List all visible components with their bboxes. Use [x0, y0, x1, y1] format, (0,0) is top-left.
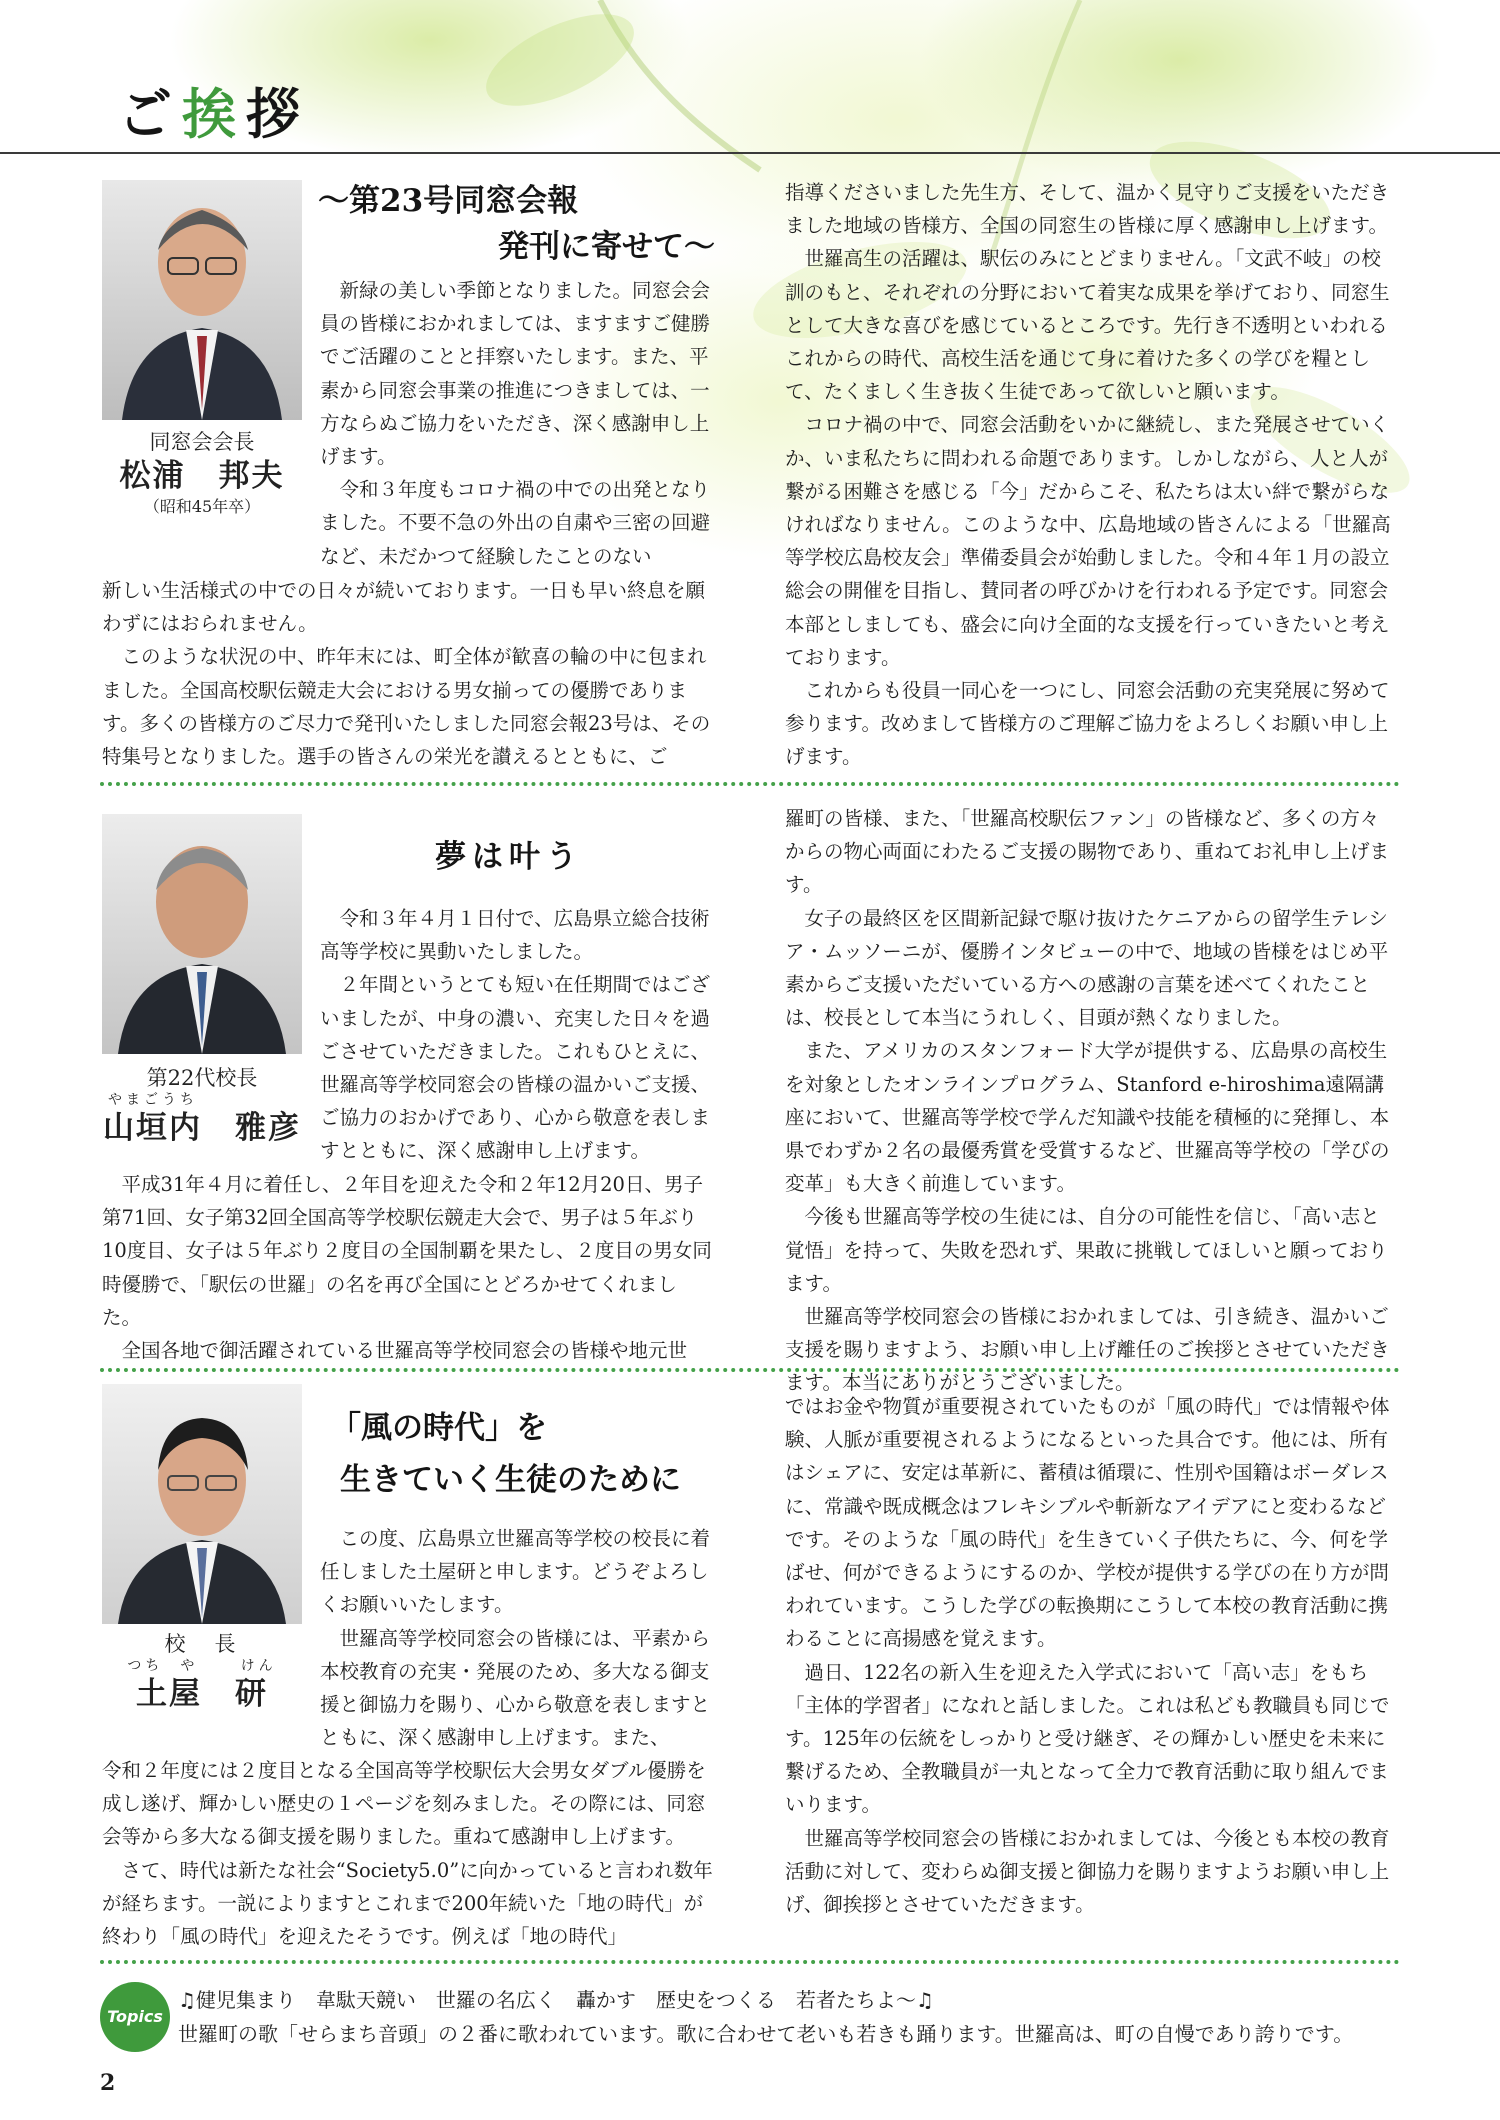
article-1-right-column: [785, 176, 1397, 774]
ruby-ken: けん: [240, 1658, 277, 1674]
header-rule: [0, 152, 1500, 154]
paragraph: 世羅高等学校同窓会の皆様におかれましては、今後とも本校の教育活動に対して、変わらぬ御支援と御協力を賜りますようお願い申し上げ、御挨拶とさせていただきます。: [785, 1826, 1390, 1917]
article-title-1-line1: 〜第23号同窓会報: [318, 183, 579, 219]
paragraph: ２年間というとても短い在任期間ではございましたが、中身の濃い、充実した日々を過ごさせていただきました。これもひとえに、世羅高等学校同窓会の皆様の温かいご支援、ご協力のおかげであり、心から敬意を表しますとともに、深く感謝申し上げます。: [320, 973, 711, 1163]
article-3-narrow-text: [320, 1522, 715, 1754]
article-2-right-column: [785, 802, 1397, 1400]
article-3-wide-text: [102, 1754, 715, 1953]
title-char-3: 拶: [246, 82, 310, 146]
person-name: 山垣内 雅彦: [103, 1110, 301, 1146]
paragraph: 女子の最終区を区間新記録で駆け抜けたケニアからの留学生テレシア・ムッソーニが、優勝インタビューの中で、地域の皆様をはじめ平素からご支援いただいている方への感謝の言葉を述べてくれたことは、校長として本当にうれしく、目頭が熱くなりました。: [785, 906, 1389, 1030]
paragraph: ではお金や物質が重要視されていたものが「風の時代」では情報や体験、人脈が重要視されるようになるといった具合です。他には、所有はシェアに、安定は革新に、蓄積は循環に、性別や国籍はボーダレスに、常識や既成概念はフレキシブルや斬新なアイデアにと変わるなどです。そのような「風の時代」を生きていく子供たちに、今、何を学ばせ、何ができるようにするのか、学校が提供する学びの在り方が問われています。こうした学びの転換期にこうして本校の教育活動に携わることに高揚感を覚えます。: [785, 1395, 1390, 1651]
person-name: 土屋 研: [136, 1676, 268, 1712]
person-graduation-year: （昭和45年卒）: [143, 497, 261, 516]
paragraph: また、アメリカのスタンフォード大学が提供する、広島県の高校生を対象としたオンラインプログラム、Stanford e-hiroshima遠隔講座において、世羅高等学校で学んだ知識や技能を積極的に発揮し、本県でわずか２名の最優秀賞を受賞するなど、世羅高等学校の「学びの変革」も大きく前進しています。: [785, 1039, 1390, 1196]
topics-song-lyrics: ♫健児集まり 韋駄天競い 世羅の名広く 轟かす 歴史をつくる 若者たちよ〜♫: [178, 1988, 934, 2012]
section-divider: [100, 1368, 1400, 1372]
paragraph: 世羅高生の活躍は、駅伝のみにとどまりません。「文武不岐」の校訓のもと、それぞれの分野において着実な成果を挙げており、同窓生として大きな喜びを感じているところです。先行き不透明といわれるこれからの時代、高校生活を通じて身に着けた多くの学びを糧として、たくましく生き抜く生徒であって欲しいと願います。: [785, 247, 1390, 404]
article-2-narrow-text: [320, 902, 715, 1168]
person-name-ruby: [92, 1658, 312, 1674]
person-block-yamagouchi: [92, 1064, 312, 1148]
article-title-1: [318, 178, 715, 270]
article-title-3-line2: 生きていく生徒のために: [340, 1462, 681, 1498]
person-role: 第22代校長: [146, 1066, 258, 1090]
topics-badge: Topics: [100, 1982, 170, 2052]
portrait-photo-yamagouchi: [102, 814, 302, 1054]
paragraph: 平成31年４月に着任し、２年目を迎えた令和２年12月20日、男子第71回、女子第32回全国高等学校駅伝競走大会で、男子は５年ぶり10度目、女子は５年ぶり２度目の全国制覇を果たし、２度目の男女同時優勝で、「駅伝の世羅」の名を再び全国にとどろかせてくれました。: [102, 1173, 712, 1329]
person-role: 校 長: [164, 1632, 240, 1656]
portrait-photo-tsuchiya: [102, 1384, 302, 1624]
person-block-tsuchiya: [92, 1630, 312, 1714]
paragraph: さて、時代は新たな社会“Society5.0”に向かっていると言われ数年が経ちます。一説によりますとこれまで200年続いた「地の時代」が終わり「風の時代」を迎えたそうです。例えば「地の時代」: [102, 1858, 713, 1949]
page-number: 2: [100, 2070, 116, 2096]
article-title-2-line1: 夢は叶う: [435, 839, 583, 875]
paragraph: 過日、122名の新入生を迎えた入学式において「高い志」をもち「主体的学習者」になれと話しました。これは私ども教職員も同じです。125年の伝統をしっかりと受け継ぎ、その輝かしい歴史を未来に繋げるため、全教職員が一丸となって全力で教育活動に取り組んでまいります。: [785, 1660, 1390, 1817]
article-title-3: [330, 1402, 681, 1506]
person-role: 同窓会会長: [149, 430, 255, 454]
paragraph: 今後も世羅高等学校の生徒には、自分の可能性を信じ、「高い志と覚悟」を持って、失敗を恐れず、果敢に挑戦してほしいと願っております。: [785, 1205, 1388, 1295]
paragraph: 令和３年度もコロナ禍の中での出発となりました。不要不急の外出の自粛や三密の回避など、未だかつて経験したことのない: [320, 478, 711, 568]
ruby-tsuchi: つち: [127, 1658, 164, 1674]
title-char-2: 挨: [182, 82, 246, 146]
paragraph: この度、広島県立世羅高等学校の校長に着任しました土屋研と申します。どうぞよろしくお願いいたします。: [320, 1527, 711, 1617]
article-1-narrow-text: [320, 274, 715, 573]
article-1-wide-text: [102, 574, 715, 773]
ruby-ya: や: [180, 1658, 199, 1674]
paragraph: 指導くださいました先生方、そして、温かく見守りご支援をいただきました地域の皆様方、全国の同窓生の皆様に厚く感謝申し上げます。: [785, 181, 1390, 238]
paragraph: 世羅高等学校同窓会の皆様には、平素から本校教育の充実・発展のため、多大なる御支援と御協力を賜り、心から敬意を表しますとともに、深く感謝申し上げます。また、: [320, 1626, 711, 1750]
paragraph: このような状況の中、昨年末には、町全体が歓喜の輪の中に包まれました。全国高校駅伝競走大会における男女揃っての優勝であります。多くの皆様方のご尽力で発刊いたしました同窓会報23号は、その特集号となりました。選手の皆さんの栄光を讃えるとともに、ご: [102, 645, 711, 769]
paragraph: 新しい生活様式の中での日々が続いております。一日も早い終息を願わずにはおられません。: [102, 579, 705, 636]
portrait-photo-matsuura: [102, 180, 302, 420]
topics-description: 世羅町の歌「せらまち音頭」の２番に歌われています。歌に合わせて老いも若きも踊ります。世羅高は、町の自慢であり誇りです。: [178, 2022, 1354, 2046]
person-name-ruby: やまごうち: [108, 1092, 198, 1108]
paragraph: 令和２年度には２度目となる全国高等学校駅伝大会男女ダブル優勝を成し遂げ、輝かしい歴史の１ページを刻みました。その際には、同窓会等から多大なる御支援を賜りました。重ねて感謝申し上げます。: [102, 1759, 706, 1849]
section-divider: [100, 1960, 1400, 1964]
article-title-2: [435, 834, 583, 880]
article-2-wide-text: [102, 1168, 715, 1367]
title-char-1: ご: [118, 82, 182, 146]
page-title: [118, 72, 310, 149]
paragraph: 羅町の皆様、また、「世羅高校駅伝ファン」の皆様など、多くの方々からの物心両面にわたるご支援の賜物であり、重ねてお礼申し上げます。: [785, 807, 1390, 897]
paragraph: 全国各地で御活躍されている世羅高等学校同窓会の皆様や地元世: [121, 1339, 688, 1363]
paragraph: 新緑の美しい季節となりました。同窓会会員の皆様におかれましては、ますますご健勝でご活躍のことと拝察いたします。また、平素から同窓会事業の推進につきましては、一方ならぬご協力をいただき、深く感謝申し上げます。: [320, 279, 711, 469]
paragraph: コロナ禍の中で、同窓会活動をいかに継続し、また発展させていくか、いま私たちに問われる命題であります。しかしながら、人と人が繋がる困難さを感じる「今」だからこそ、私たちは太い絆で繋がらなければなりません。このような中、広島地域の皆さんによる「世羅高等学校広島校友会」準備委員会が始動しました。令和４年１月の設立総会の開催を目指し、賛同者の呼びかけを行われる予定です。同窓会本部としましても、盛会に向け全面的な支援を行っていきたいと考えております。: [785, 413, 1391, 669]
paragraph: 令和３年４月１日付で、広島県立総合技術高等学校に異動いたしました。: [320, 907, 710, 964]
person-block-matsuura: [92, 428, 312, 518]
person-name: 松浦 邦夫: [119, 458, 285, 494]
section-divider: [100, 782, 1400, 786]
paragraph: これからも役員一同心を一つにし、同窓会活動の充実発展に努めて参ります。改めまして皆様方のご理解ご協力をよろしくお願い申し上げます。: [785, 679, 1390, 769]
article-title-1-line2: 発刊に寄せて〜: [498, 229, 715, 265]
article-3-right-column: [785, 1390, 1397, 1921]
article-title-3-line1: 「風の時代」を: [330, 1410, 547, 1446]
paragraph: 世羅高等学校同窓会の皆様におかれましては、引き続き、温かいご支援を賜りますよう、お願い申し上げ離任のご挨拶とさせていただきます。本当にありがとうございました。: [785, 1305, 1390, 1395]
